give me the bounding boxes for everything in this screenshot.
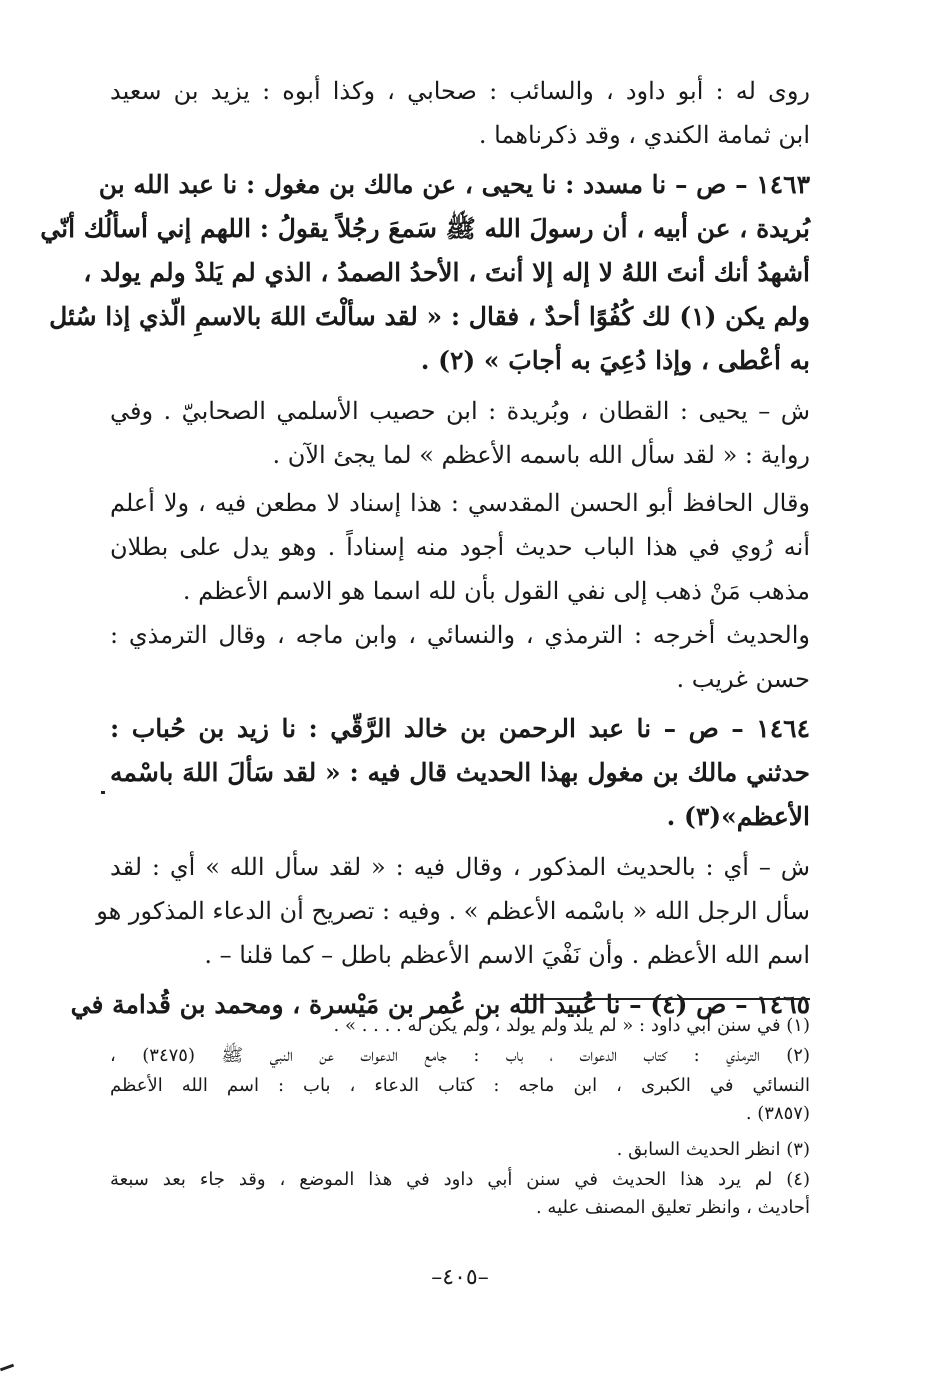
footnote-divider	[520, 998, 810, 1000]
text-line: ش – أي : بالحديث المذكور ، وقال فيه : « لقد سأل الله » أي : لقد	[110, 853, 810, 881]
text-line: أشهدُ أنك أنتَ اللهُ لا إله إلا أنتَ ، الأحدُ الصمدُ ، الذي لم يَلدْ ولم يولد ،	[83, 258, 810, 287]
text-line: الأعظم»(٣) .	[666, 802, 810, 831]
text-line: ١٤٦٥ – ص (٤) – نا عُبيد الله بن عُمر بن مَيْسرة ، ومحمد بن قُدامة في	[70, 990, 810, 1019]
footnote-line: (١) في سنن أبي داود : « لم يلد ولم يولد ، ولم يكن له . . . . » .	[333, 1015, 810, 1036]
text-line: سأل الرجل الله « باسْمه الأعظم » . وفيه : تصريح أن الدعاء المذكور هو	[96, 897, 810, 925]
text-line: أنه رُوي في هذا الباب حديث أجود منه إسناداً . وهو يدل على بطلان	[110, 533, 810, 561]
footnote-line: أحاديث ، وانظر تعليق المصنف عليه .	[535, 1197, 810, 1218]
footnote-line: (٣) انظر الحديث السابق .	[616, 1139, 810, 1160]
footnote-line: النسائي في الكبرى ، ابن ماجه : كتاب الدعاء ، باب : اسم الله الأعظم	[110, 1075, 810, 1096]
text-line: مذهب مَنْ ذهب إلى نفي القول بأن لله اسما هو الاسم الأعظم .	[182, 577, 810, 605]
scan-speck	[101, 791, 105, 794]
footnote-line: (٤) لم يرد هذا الحديث في سنن أبي داود في هذا الموضع ، وقد جاء بعد سبعة	[110, 1169, 810, 1190]
text-line: ابن ثمامة الكندي ، وقد ذكرناهما .	[478, 121, 810, 149]
text-line: بُريدة ، عن أبيه ، أن رسولَ الله ﷺ سَمعَ رجُلاً يقولُ : اللهم إني أسألُك أنّي	[40, 214, 810, 243]
footnote-line: (٣٨٥٧) .	[745, 1103, 810, 1124]
text-line: روى له : أبو داود ، والسائب : صحابي ، وكذا أبوه : يزيد بن سعيد	[110, 77, 810, 105]
footnote-line: (٢) الترمذي : كتاب الدعوات ، باب : جامع الدعوات عن النبي ﷺ (٣٤٧٥) ،	[110, 1045, 810, 1066]
page-number: –٤٠٥–	[431, 1265, 489, 1290]
text-line: وقال الحافظ أبو الحسن المقدسي : هذا إسناد لا مطعن فيه ، ولا أعلم	[110, 489, 810, 517]
text-line: ولم يكن (١) لك كُفُوًا أحدٌ ، فقال : « لقد سألْتَ اللهَ بالاسمِ الّذي إذا سُئل	[49, 302, 810, 331]
text-line: ١٤٦٤ – ص – نا عبد الرحمن بن خالد الرَّقّي : نا زيد بن حُباب :	[110, 714, 810, 743]
text-line: حسن غريب .	[676, 665, 810, 693]
text-line: والحديث أخرجه : الترمذي ، والنسائي ، وابن ماجه ، وقال الترمذي :	[110, 621, 810, 649]
book-page	[40, 70, 810, 1330]
text-line: اسم الله الأعظم . وأن نَفْيَ الاسم الأعظم باطل – كما قلنا – .	[204, 941, 810, 969]
scan-edge-mark	[0, 1364, 14, 1372]
text-line: حدثني مالك بن مغول بهذا الحديث قال فيه : « لقد سَألَ اللهَ باسْمه	[110, 758, 810, 787]
text-line: ١٤٦٣ – ص – نا مسدد : نا يحيى ، عن مالك بن مغول : نا عبد الله بن	[98, 170, 810, 199]
text-line: ش – يحيى : القطان ، وبُريدة : ابن حصيب الأسلمي الصحابيّ . وفي	[110, 397, 810, 425]
text-line: به أعْطى ، وإذا دُعِيَ به أجابَ » (٢) .	[420, 346, 810, 375]
text-line: رواية : « لقد سأل الله باسمه الأعظم » لما يجئ الآن .	[272, 441, 810, 469]
